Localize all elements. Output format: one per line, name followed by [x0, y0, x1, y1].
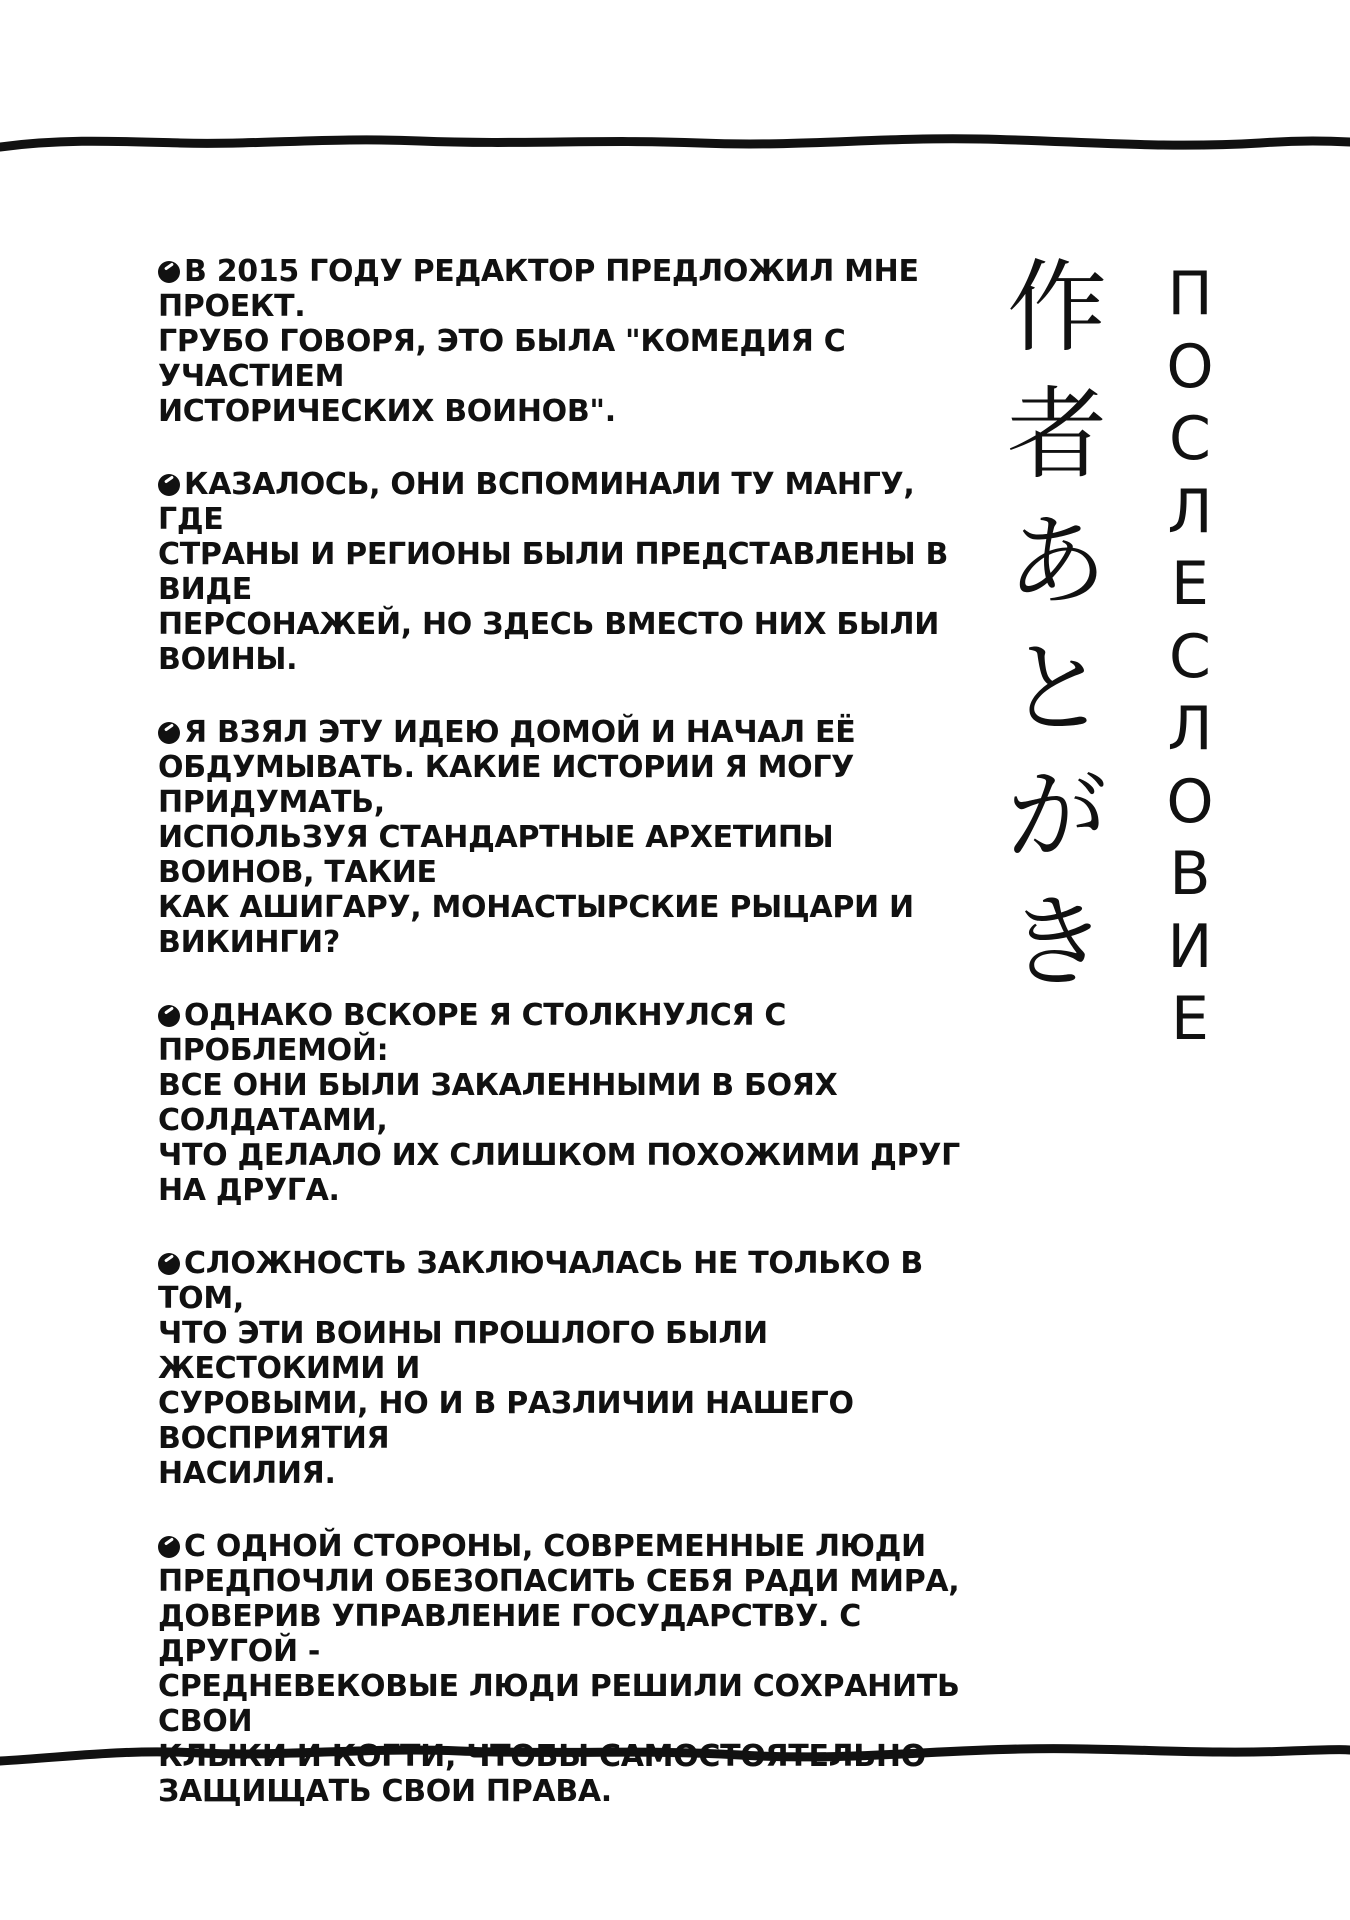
- jp-title-char: 者: [1007, 376, 1107, 493]
- paragraph: [158, 467, 988, 677]
- bullet-icon: [158, 261, 180, 283]
- bottom-border-line: [0, 1735, 1350, 1775]
- paragraph-text: ОДНАКО ВСКОРЕ Я СТОЛКНУЛСЯ С ПРОБЛЕМОЙ: ВСЕ ОНИ БЫЛИ ЗАКАЛЕННЫМИ В БОЯХ СОЛДАТАМИ, ЧТО ДЕЛАЛО ИХ СЛИШКОМ ПОХОЖИМИ ДРУГ НА ДРУГА.: [158, 998, 960, 1208]
- bullet-icon: [158, 1005, 180, 1027]
- paragraph: [158, 715, 988, 960]
- ru-title-letter: В: [1169, 839, 1211, 909]
- jp-title-char: と: [1007, 630, 1107, 747]
- jp-title-char: き: [1007, 884, 1107, 1001]
- bullet-icon: [158, 1536, 180, 1558]
- paragraph: [158, 254, 988, 429]
- jp-title-char: が: [1007, 757, 1107, 874]
- paragraph-text: СЛОЖНОСТЬ ЗАКЛЮЧАЛАСЬ НЕ ТОЛЬКО В ТОМ, ЧТО ЭТИ ВОИНЫ ПРОШЛОГО БЫЛИ ЖЕСТОКИМИ И СУРОВЫМИ, НО И В РАЗЛИЧИИ НАШЕГО ВОСПРИЯТИЯ НАСИЛИЯ.: [158, 1246, 923, 1491]
- ru-title-letter: Л: [1167, 694, 1213, 764]
- afterword-text: [158, 254, 988, 1847]
- ru-title-letter: С: [1169, 404, 1211, 474]
- jp-title-char: あ: [1007, 503, 1107, 620]
- bullet-icon: [158, 474, 180, 496]
- ru-title-letter: Е: [1171, 549, 1209, 619]
- paragraph-text: В 2015 ГОДУ РЕДАКТОР ПРЕДЛОЖИЛ МНЕ ПРОЕКТ. ГРУБО ГОВОРЯ, ЭТО БЫЛА "КОМЕДИЯ С УЧАСТИЕМ ИСТОРИЧЕСКИХ ВОИНОВ".: [158, 254, 919, 429]
- japanese-title: [992, 249, 1122, 1020]
- bullet-icon: [158, 722, 180, 744]
- ru-title-letter: Е: [1171, 984, 1209, 1054]
- bullet-icon: [158, 1253, 180, 1275]
- ru-title-letter: С: [1169, 621, 1211, 692]
- ru-title-letter: Л: [1167, 476, 1213, 547]
- paragraph: [158, 1246, 988, 1491]
- ru-title-letter: И: [1167, 911, 1213, 982]
- paragraph: [158, 998, 988, 1208]
- top-border-line: [0, 125, 1350, 165]
- russian-vertical-title: [1150, 259, 1230, 1062]
- jp-title-char: 作: [1007, 249, 1107, 366]
- paragraph-text: Я ВЗЯЛ ЭТУ ИДЕЮ ДОМОЙ И НАЧАЛ ЕЁ ОБДУМЫВАТЬ. КАКИЕ ИСТОРИИ Я МОГУ ПРИДУМАТЬ, ИСПОЛЬЗУЯ СТАНДАРТНЫЕ АРХЕТИПЫ ВОИНОВ, ТАКИЕ КАК АШИГАРУ, МОНАСТЫРСКИЕ РЫЦАРИ И ВИКИНГИ?: [158, 715, 914, 960]
- ru-title-letter: О: [1166, 331, 1214, 402]
- ru-title-letter: О: [1166, 766, 1214, 837]
- ru-title-letter: П: [1167, 259, 1213, 329]
- paragraph-text: КАЗАЛОСЬ, ОНИ ВСПОМИНАЛИ ТУ МАНГУ, ГДЕ СТРАНЫ И РЕГИОНЫ БЫЛИ ПРЕДСТАВЛЕНЫ В ВИДЕ ПЕРСОНАЖЕЙ, НО ЗДЕСЬ ВМЕСТО НИХ БЫЛИ ВОИНЫ.: [158, 467, 949, 677]
- paragraph-text: С ОДНОЙ СТОРОНЫ, СОВРЕМЕННЫЕ ЛЮДИ ПРЕДПОЧЛИ ОБЕЗОПАСИТЬ СЕБЯ РАДИ МИРА, ДОВЕРИВ УПРАВЛЕНИЕ ГОСУДАРСТВУ. С ДРУГОЙ - СРЕДНЕВЕКОВЫЕ ЛЮДИ РЕШИЛИ СОХРАНИТЬ СВОИ КЛЫКИ И КОГТИ, ЧТОБЫ САМОСТОЯТЕЛЬНО ЗАЩИЩАТЬ СВОИ ПРАВА.: [158, 1529, 960, 1809]
